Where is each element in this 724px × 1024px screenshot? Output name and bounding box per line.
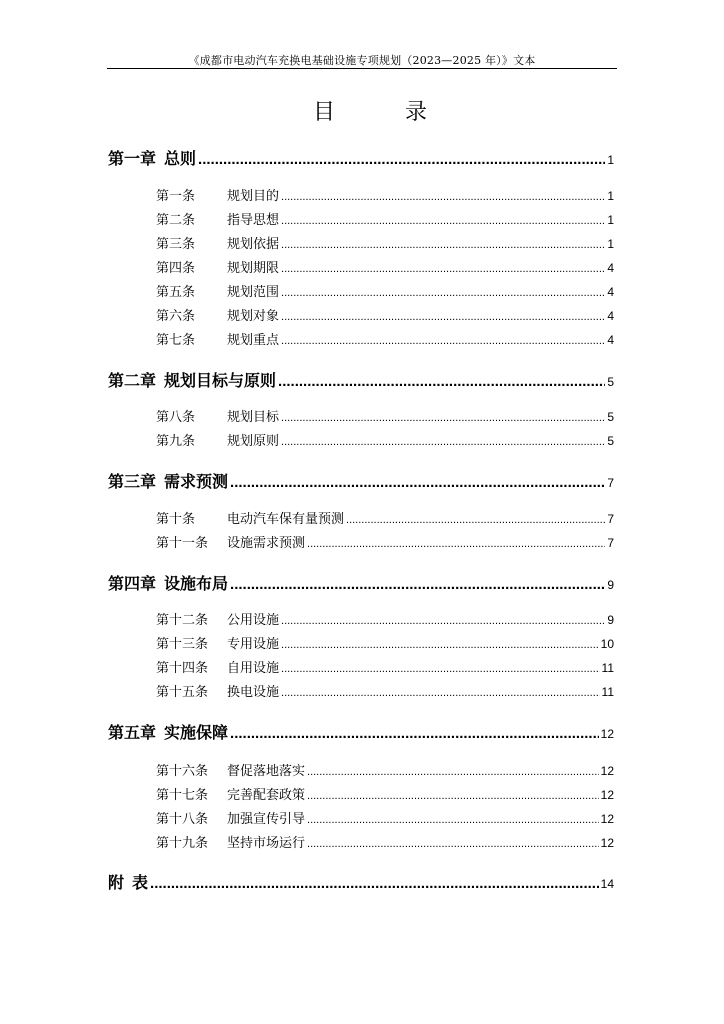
article-title: 规划期限 [227,261,280,276]
dot-leader [281,639,599,651]
page-number: 4 [607,261,614,275]
article-number: 第十条 [156,512,196,527]
toc-article-entry[interactable] [156,760,614,779]
article-number: 第八条 [156,410,196,425]
page-number: 1 [607,237,614,251]
article-title: 规划范围 [227,285,280,300]
article-title: 规划对象 [227,309,280,324]
chapter-number: 第四章 [108,574,157,593]
page-number: 4 [607,333,614,347]
article-number: 第十四条 [156,661,209,676]
page-number: 1 [607,213,614,227]
article-title: 坚持市场运行 [227,836,306,851]
chapter-number: 第一章 [108,149,157,168]
dot-leader [281,311,605,323]
page-number: 5 [607,434,614,448]
dot-leader [281,335,605,347]
toc-article-entry[interactable] [156,657,614,676]
chapter-number: 附 [108,873,125,892]
dot-leader [281,615,605,627]
toc-article-entry[interactable] [156,633,614,652]
article-number: 第十三条 [156,637,209,652]
dot-leader [307,814,599,826]
toc-chapter-entry[interactable] [108,720,614,743]
dot-leader [281,215,605,227]
toc-article-entry[interactable] [156,430,614,449]
article-title: 公用设施 [227,613,280,628]
article-title: 规划目标 [227,410,280,425]
page-number: 11 [601,685,614,699]
chapter-title: 需求预测 [164,472,229,491]
page-number: 12 [600,727,614,741]
page-number: 12 [600,836,614,850]
dot-leader [198,151,605,168]
article-title: 换电设施 [227,685,280,700]
dot-leader [307,838,599,850]
toc-article-entry[interactable] [156,233,614,252]
toc-article-entry[interactable] [156,508,614,527]
article-title: 指导思想 [227,213,280,228]
toc-article-entry[interactable] [156,281,614,300]
article-number: 第十九条 [156,836,209,851]
page-number: 7 [607,512,614,526]
page-number: 9 [607,578,614,592]
page-number: 4 [607,285,614,299]
article-number: 第十二条 [156,613,209,628]
page-number: 1 [607,153,614,167]
dot-leader [281,412,605,424]
article-number: 第九条 [156,434,196,449]
page-number: 5 [607,410,614,424]
dot-leader [230,474,605,491]
dot-leader [281,436,605,448]
article-number: 第七条 [156,333,196,348]
toc-chapter-entry[interactable] [108,146,614,169]
toc-article-entry[interactable] [156,329,614,348]
article-title: 加强宣传引导 [227,812,306,827]
article-number: 第三条 [156,237,196,252]
chapter-title: 实施保障 [164,723,229,742]
article-title: 规划重点 [227,333,280,348]
page-number: 7 [607,476,614,490]
article-title: 专用设施 [227,637,280,652]
toc-article-entry[interactable] [156,406,614,425]
article-number: 第四条 [156,261,196,276]
article-number: 第五条 [156,285,196,300]
dot-leader [230,725,599,742]
article-number: 第十五条 [156,685,209,700]
page-number: 12 [600,812,614,826]
chapter-number: 第三章 [108,472,157,491]
article-number: 第一条 [156,189,196,204]
page-number: 4 [607,309,614,323]
chapter-title: 总则 [164,149,197,168]
page-number: 12 [600,788,614,802]
page-number: 10 [600,637,614,651]
article-number: 第十一条 [156,536,209,551]
toc-article-entry[interactable] [156,784,614,803]
toc-article-entry[interactable] [156,257,614,276]
running-header: 《成都市电动汽车充换电基础设施专项规划（2023—2025 年）》文本 [188,54,536,67]
dot-leader [230,576,605,593]
toc-chapter-entry[interactable] [108,469,614,492]
dot-leader [307,790,599,802]
dot-leader [281,687,600,699]
chapter-number: 第二章 [108,371,157,390]
toc-article-entry[interactable] [156,532,614,551]
toc-article-entry[interactable] [156,832,614,851]
toc-article-entry[interactable] [156,305,614,324]
toc-chapter-entry[interactable] [108,368,614,391]
article-number: 第十七条 [156,788,209,803]
chapter-title: 设施布局 [164,574,229,593]
toc-chapter-entry[interactable] [108,571,614,594]
dot-leader [281,287,605,299]
dot-leader [281,239,605,251]
article-number: 第十六条 [156,764,209,779]
toc-chapter-entry[interactable] [108,870,614,893]
toc-article-entry[interactable] [156,808,614,827]
chapter-title: 表 [132,873,149,892]
page-number: 12 [600,764,614,778]
toc-article-entry[interactable] [156,681,614,700]
dot-leader [281,663,600,675]
page-number: 11 [601,661,614,675]
article-title: 完善配套政策 [227,788,306,803]
page-number: 7 [607,536,614,550]
article-number: 第十八条 [156,812,209,827]
toc-title: 目 录 [312,100,451,125]
chapter-number: 第五章 [108,723,157,742]
dot-leader [278,373,605,390]
article-title: 电动汽车保有量预测 [227,512,345,527]
article-title: 规划依据 [227,237,280,252]
article-title: 规划原则 [227,434,280,449]
article-number: 第二条 [156,213,196,228]
toc-article-entry[interactable] [156,209,614,228]
page-number: 1 [607,189,614,203]
page-number: 14 [600,877,614,891]
dot-leader [307,538,605,550]
dot-leader [307,766,599,778]
article-title: 设施需求预测 [227,536,306,551]
dot-leader [150,875,599,892]
article-title: 规划目的 [227,189,280,204]
page-number: 9 [607,613,614,627]
chapter-title: 规划目标与原则 [164,371,277,390]
dot-leader [281,263,605,275]
page-number: 5 [607,375,614,389]
header-rule [107,68,617,69]
dot-leader [346,514,605,526]
toc-article-entry[interactable] [156,609,614,628]
article-title: 自用设施 [227,661,280,676]
toc-article-entry[interactable] [156,185,614,204]
article-number: 第六条 [156,309,196,324]
dot-leader [281,191,605,203]
article-title: 督促落地落实 [227,764,306,779]
